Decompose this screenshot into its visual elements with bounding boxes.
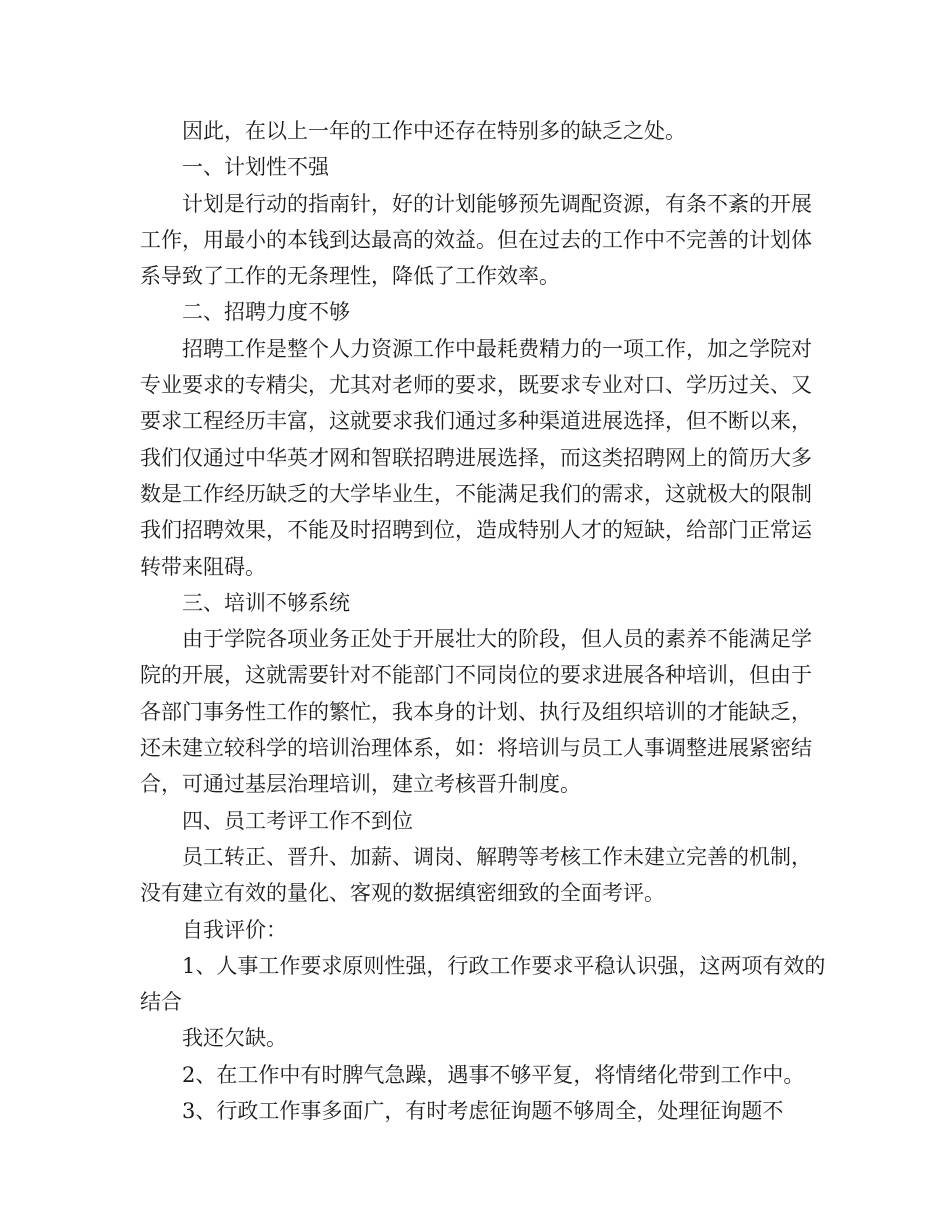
self-evaluation-item-2: 2、在工作中有时脾气急躁，遇事不够平复，将情绪化带到工作中。 [182, 1062, 805, 1087]
section-heading-training: 三、培训不够系统 [182, 590, 350, 615]
section-heading-evaluation: 四、员工考评工作不到位 [182, 808, 413, 833]
paragraph-recruiting: 招聘工作是整个人力资源工作中最耗费精力的一项工作，加之学院对专业要求的专精尖，尤其对老师的要求，既要求专业对口、学历过关、又要求工程经历丰富，这就要求我们通过多种渠道进展选择，但不断以来，我们仅通过中华英才网和智联招聘进展选择，而这类招聘网上的简历大多数是工作经历缺乏的大学毕业生，不能满足我们的需求，这就极大的限制我们招聘效果，不能及时招聘到位，造成特别人才的短缺，给部门正常运转带来阻碍。 [140, 336, 812, 579]
section-heading-planning: 一、计划性不强 [182, 155, 329, 180]
paragraph-training: 由于学院各项业务正处于开展壮大的阶段，但人员的素养不能满足学院的开展，这就需要针对不能部门不同岗位的要求进展各种培训，但由于各部门事务性工作的繁忙，我本身的计划、执行及组织培训的才能缺乏，还未建立较科学的培训治理体系，如：将培训与员工人事调整进展紧密结合，可通过基层治理培训，建立考核晋升制度。 [140, 627, 812, 797]
self-evaluation-item-1: 1、人事工作要求原则性强，行政工作要求平稳认识强，这两项有效的结合 [140, 953, 826, 1015]
section-heading-recruiting: 二、招聘力度不够 [182, 300, 350, 325]
document-body [140, 113, 830, 1129]
paragraph-intro: 因此，在以上一年的工作中还存在特别多的缺乏之处。 [182, 119, 686, 143]
paragraph-planning: 计划是行动的指南针，好的计划能够预先调配资源，有条不紊的开展工作，用最小的本钱到达最高的效益。但在过去的工作中不完善的计划体系导致了工作的无条理性，降低了工作效率。 [140, 191, 812, 289]
paragraph-evaluation: 员工转正、晋升、加薪、调岗、解聘等考核工作未建立完善的机制，没有建立有效的量化、客观的数据缜密细致的全面考评。 [140, 844, 812, 906]
self-evaluation-heading: 自我评价： [182, 917, 287, 942]
self-evaluation-item-3: 3、行政工作事多面广，有时考虑征询题不够周全，处理征询题不 [182, 1099, 784, 1124]
self-evaluation-item-1-continued: 我还欠缺。 [182, 1026, 287, 1051]
